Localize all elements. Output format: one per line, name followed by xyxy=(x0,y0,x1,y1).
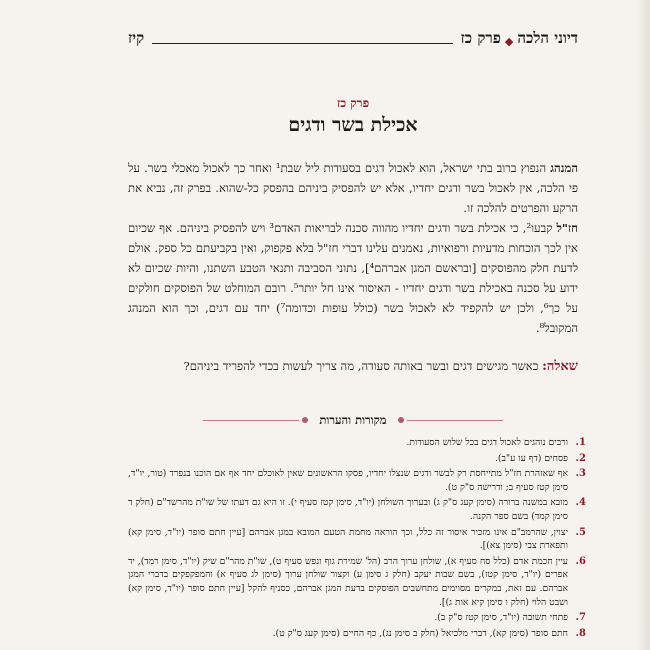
paragraph-lead: המנהג xyxy=(550,161,579,175)
footnote xyxy=(128,627,586,641)
footnote xyxy=(128,611,586,625)
paragraph-question xyxy=(128,356,578,377)
footnote-text: מובא במשנה ברורה (סימן קעג ס"ק ג) ובערוך השולחן (יו"ד, סימן קטז סעיף י). זו היא גם דעתו של שו"ת מהרשד"ם (חלק ד סימן קמד) בשם ספר הקנה. xyxy=(128,497,568,522)
footnote-text: חתם סופר (סימן קא), דברי מלכיאל (חלק ב סימן נג), כף החיים (סימן קעג ס"ק ט). xyxy=(272,627,568,639)
footnote-number: 7. xyxy=(575,612,586,624)
paragraph-sages xyxy=(128,218,578,338)
footnote-text: ורבים נוהגים לאכול דגים בכל שלוש הסעודות. xyxy=(406,437,568,448)
paragraph-lead: חז"ל xyxy=(556,221,578,235)
footnote-number: 4. xyxy=(575,497,586,509)
ornament-line xyxy=(407,420,503,421)
footnote xyxy=(128,526,586,553)
sources-divider xyxy=(128,410,578,430)
paragraph-body: הנפוץ ברוב בתי ישראל, הוא לאכול דגים בסעודות ליל שבת¹ ואחר כך לאכול מאכלי בשר. על פי הלכה, אין לאכול בשר ודגים יחדיו, אלא יש להפסיק ביניהם בהפסק כל-שהוא. בפרק זה, נביא את הרקע והפרטים להלכה זו. xyxy=(128,161,578,215)
footnote-number: 2. xyxy=(575,452,586,464)
footnote-text: אף שאזהרת חז"ל מתייחסת רק לבשר ודגים שנצלו יחדיו, פסקו הראשונים שאין לאוכלם יחד אף אם הוכנו בנפרד (טור, יו"ד, סימן קטז סעיף ב; ודרישה ס"ק ט). xyxy=(128,468,568,493)
header-rule xyxy=(152,43,452,44)
paragraph-body: קבעו², כי אכילת בשר ודגים יחדיו מהווה סכנה לבריאות האדם³ ויש להפסיק ביניהם. אף שכיום אין לכך הוכחות מדעיות ורפואיות, נאמנים עלינו דברי חז"ל בלא פקפוק, ואין בקביעתם כל ספק. אולם לדעת חלק מהפוסקים [ובראשם המגן אברהם⁴], נתוני הסביבה ותנאי הטבע השתנו, והיות שכיום לא ידוע על סכנה באכילת בשר ודגים יחדיו - האיסור אינו חל יותר⁵. רובם המוחלט של הפוסקים חולקים על כך⁶, ולכן יש להקפיד לא לאכול בשר (כולל עופות וכדומה⁷) יחד עם דגים, וכך הוא המנהג המקובל⁸. xyxy=(128,221,578,335)
footnote-text: יצוין, שהרמב"ם אינו מזכיר איסור זה כלל, וכך הוראה מחמת הטעם המובא במגן אברהם [עיין חתם סופר (יו"ד, סימן קא) ותפארת צבי (סימן צא)]. xyxy=(128,526,568,552)
ornament-dot-icon xyxy=(302,417,308,423)
footnote-number: 3. xyxy=(575,468,586,480)
header-book-title: דיוני הלכה xyxy=(517,29,578,47)
footnote xyxy=(128,555,586,609)
chapter-label: פרק כז xyxy=(336,96,370,110)
footnote-number: 1. xyxy=(575,437,586,448)
diamond-icon: ◆ xyxy=(504,35,514,48)
footnote-number: 6. xyxy=(575,555,586,567)
footnote-text: פסחים (דף עו ע"ב). xyxy=(494,452,568,464)
footnote xyxy=(128,452,586,466)
header-page-number: קיז xyxy=(128,29,145,47)
spine-shadow xyxy=(636,0,650,650)
footnotes xyxy=(128,436,586,642)
footnote xyxy=(128,436,586,450)
footnote-text: עיין חכמת אדם (כלל סח סעיף א), שולחן ערוך הרב (הל' שמירת גוף ונפש סעיף ט), שו"ת מהר"ם שיק (יו"ד, סימן רמד), יד אפרים (יו"ד, סימן קטז), בשם שבות יעקב (חלק ג סימן ע) וקצור שולחן ערוך (סימן לג סעיף א) והמפקפקים בדברי המגן אברהם. עם זאת, במקרים מסוימים מתחשבים הפוסקים בדעת המגן אברהם, כסניף להקל [עיין חתם סופר (יו"ד, סימן קא) ושבט הלוי (חלק ו סימן קיא אות ג)]. xyxy=(128,555,568,608)
ornament-dot-icon xyxy=(398,417,404,423)
footnote-number: 5. xyxy=(575,526,586,538)
question-body: כאשר מגישים דגים ובשר באותה סעודה, מה צריך לעשות בכדי להפריד ביניהם? xyxy=(183,359,543,373)
footnote xyxy=(128,496,586,523)
running-header xyxy=(128,22,578,48)
footnote xyxy=(128,467,586,494)
question-label: שאלה: xyxy=(542,359,578,374)
footnote-number: 8. xyxy=(575,627,586,639)
paragraph-custom xyxy=(128,158,578,218)
footnote-text: פתחי תשובה (יו"ד, סימן קטז ס"ק ב). xyxy=(434,612,568,624)
header-chapter: פרק כז xyxy=(460,29,501,47)
ornament-line xyxy=(203,420,299,421)
chapter-title: אכילת בשר ודגים xyxy=(288,114,418,136)
sources-title: מקורות והערות xyxy=(319,413,387,427)
